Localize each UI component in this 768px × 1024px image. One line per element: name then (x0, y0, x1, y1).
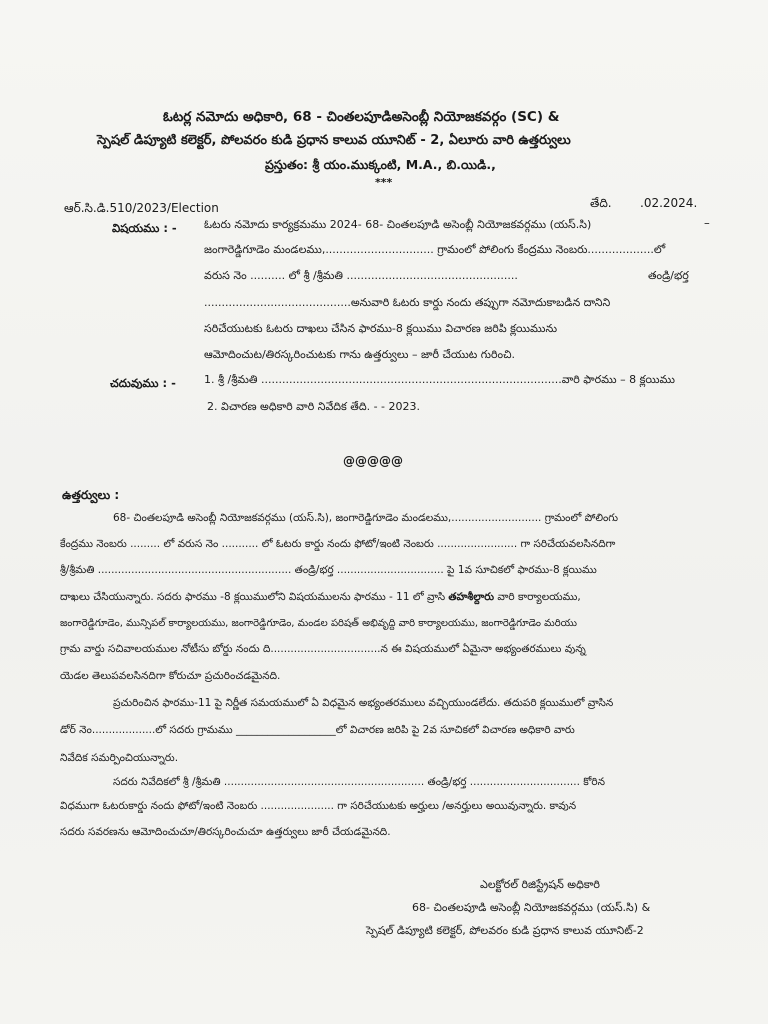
orders-line-12: విధముగా ఓటరుకార్డు నందు ఫోటో/ఇంటి నెంబరు ...................... గా సరిచేయుటకు అర్హులు /అనర్హులు అయివున్నారు. కావున (60, 800, 577, 812)
header-line-2: స్పెషల్ డిప్యూటి కలెక్టర్, పోలవరం కుడి ప్రధాన కాలువ యూనిట్ - 2, ఏలూరు వారి ఉత్తర్వులు (97, 133, 571, 148)
subject-label: విషయము : - (112, 221, 177, 235)
header-line-3: ప్రస్తుతం: శ్రీ యం.ముక్కంటి, M.A., బి.యిడి., (265, 157, 496, 172)
reference-label: చదువుము : - (110, 376, 176, 390)
subject-line-2: జంగారెడ్డిగూడెం మండలము,............................... గ్రామంలో పోలింగు కేంద్రము నెంబరు...................లో (204, 243, 666, 256)
orders-line-7: యెడల తెలుపవలసినదిగా కోరుచూ ప్రచురించడమైనది. (60, 670, 281, 682)
date-value: .02.2024. (640, 196, 698, 210)
orders-line-4 (60, 591, 581, 606)
orders-line-3: శ్రీ/శ్రీమతి .......................................................... తండ్రి/భర్త ................................ పై 1వ సూచికలో ఫారము-8 క్లయిము (60, 564, 597, 576)
orders-label: ఉత్తర్వులు : (62, 488, 120, 502)
signature-line-3: స్పెషల్ డిప్యూటి కలెక్టర్, పోలవరం కుడి ప్రధాన కాలువ యూనిట్-2 (366, 924, 644, 937)
orders-line-10: నివేదిక సమర్పించియున్నారు. (60, 752, 179, 764)
reference-item-1: 1. శ్రీ /శ్రీమతి ......................................................................................వారి ఫారము – 8 క్లయిము (204, 373, 675, 386)
subject-line-4: ..........................................అనువారి ఓటరు కార్డు నందు తప్పుగా నమోదుకాబడిన దానిని (204, 296, 611, 309)
orders-line-6: గ్రామ వార్డు సచివాలయముల నోటీసు బోర్డు నందు ది.................................న ఈ విషయములో ఏమైనా అభ్యంతరములు వున్న (60, 643, 586, 655)
signature-line-1: ఎలక్టోరల్ రిజిస్ట్రేషన్ అధికారి (480, 878, 600, 891)
date-label: తేది. (590, 196, 612, 210)
signature-line-2: 68- చింతలపూడి అసెంబ్లీ నియోజకవర్గము (యస్.సి) & (412, 901, 651, 914)
orders-line-11: సదరు నివేదికలో శ్రీ /శ్రీమతి ............................................................ తండ్రి/భర్త ................................. కోరిన (113, 776, 605, 788)
orders-line-4-a: దాఖలు చేసియున్నారు. సదరు ఫారము -8 క్లయిములోని విషయములను ఫారము - 11 లో వ్రాసి (60, 591, 449, 603)
orders-line-5: జంగారెడ్డిగూడెం, మున్సిపల్ కార్యాలయము, జంగారెడ్డిగూడెం, మండల పరిషత్ అభివృద్ది వారి కార్యాలయము, జంగారెడ్డిగూడెం మరియు (60, 618, 578, 629)
header-line-1: ఓటర్ల నమోదు అధికారి, 68 - చింతలపూడిఅసెంబ్లీ నియోజకవర్గం (SC) & (163, 109, 560, 125)
orders-line-2: కేంద్రము నెంబరు ......... లో వరుస నెం ........... లో ఓటరు కార్డు నందు ఫోటో/ఇంటి నెంబరు ........................ గా సరిచేయవలసినదిగా (60, 538, 616, 550)
orders-line-13: సదరు సవరణను ఆమోదించుచూ/తిరస్కరించుచూ ఉత్తర్వులు జారీ చేయడమైనది. (60, 826, 391, 838)
reference-item-2: 2. విచారణ అధికారి వారి నివేదిక తేది. - - 2023. (207, 400, 421, 413)
orders-line-4-b: వారి కార్యాలయము, (494, 591, 581, 603)
subject-line-6: ఆమోదించుట/తిరస్కరించుటకు గాను ఉత్తర్వులు – జారీ చేయుట గురించి. (204, 348, 516, 361)
orders-line-8: ప్రచురించిన ఫారము-11 పై నిర్ణీత సమయములో ఏ విధమైన అభ్యంతరములు వచ్చియుండలేదు. తదుపరి క్లయిములో వ్రాసిన (113, 697, 614, 709)
orders-line-1: 68- చింతలపూడి అసెంబ్లీ నియోజకవర్గము (యస్.సి), జంగారెడ్డిగూడెం మండలము,........................... గ్రామంలో పోలింగు (113, 512, 619, 524)
subject-line-3: వరుస నెం .......... లో శ్రీ /శ్రీమతి ................................................. (204, 269, 518, 282)
subject-line-5: సరిచేయుటకు ఓటరు దాఖలు చేసిన ఫారము-8 క్లయిము విచారణ జరిపి క్లయిమును (204, 322, 557, 335)
orders-line-9: డోర్ నెం...................లో సదరు గ్రామము ___________________లో విచారణ జరిపి పై 2వ సూచికలో విచారణ అధికారి వారు (60, 724, 575, 736)
subject-line-3-end: తండ్రి/భర్త (648, 269, 689, 282)
orders-line-4-bold: తహశీల్దారు (448, 591, 495, 603)
header-line-4: *** (375, 176, 393, 189)
separator: @@@@@ (343, 454, 403, 468)
reference-number: ఆర్.సి.డి.510/2023/Election (64, 201, 219, 215)
subject-line-1: ఓటరు నమోదు కార్యక్రమము 2024- 68- చింతలపూడి అసెంబ్లీ నియోజకవర్గము (యస్.సి) (204, 218, 592, 231)
subject-line-1-dash: – (704, 216, 710, 230)
